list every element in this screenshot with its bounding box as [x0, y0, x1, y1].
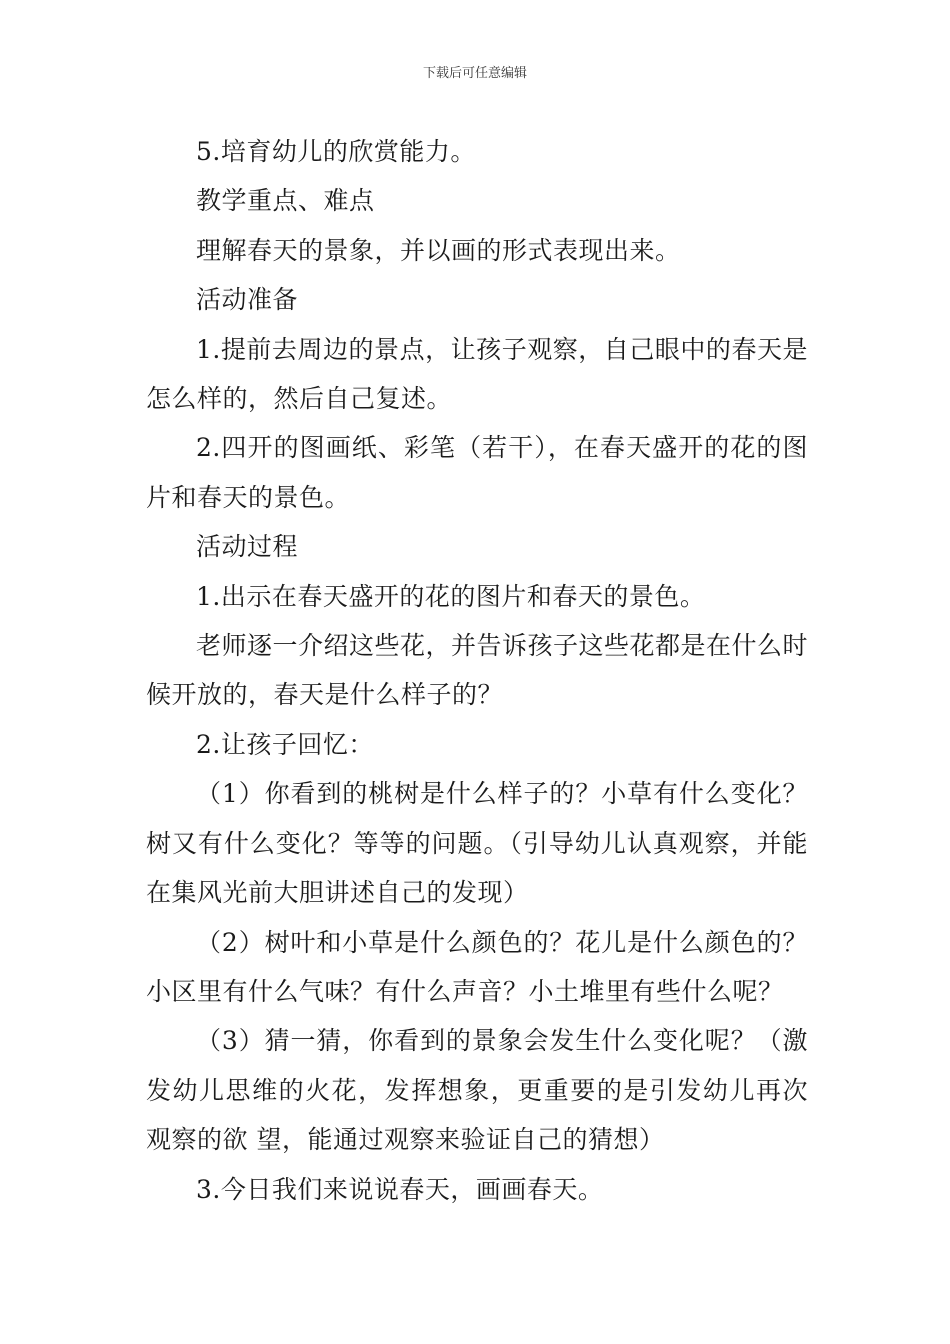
paragraph-process-1-detail: 老师逐一介绍这些花，并告诉孩子这些花都是在什么时候开放的，春天是什么样子的？: [146, 631, 809, 710]
paragraph-question-3: （3）猜一猜，你看到的景象会发生什么变化呢？（激发幼儿思维的火花，发挥想象，更重要的是引发幼儿再次观察的欲 望，能通过观察来验证自己的猜想）: [146, 1026, 808, 1155]
paragraph-question-1: （1）你看到的桃树是什么样子的？小草有什么变化？树又有什么变化？等等的问题。（引导幼儿认真观察，并能在集风光前大胆讲述自己的发现）: [146, 779, 808, 908]
section-heading-preparation: 活动准备: [196, 285, 299, 315]
page-header: 下载后可任意编辑: [422, 66, 527, 81]
section-heading-key-points: 教学重点、难点: [196, 186, 375, 216]
paragraph-preparation-1: 1.提前去周边的景点，让孩子观察，自己眼中的春天是怎么样的，然后自己复述。: [146, 334, 808, 414]
section-heading-process: 活动过程: [196, 532, 299, 562]
paragraph-process-2: 2.让孩子回忆：: [196, 729, 374, 759]
paragraph-process-1: 1.出示在春天盛开的花的图片和春天的景色。: [196, 581, 706, 611]
paragraph-question-2: （2）树叶和小草是什么颜色的？花儿是什么颜色的？小区里有什么气味？有什么声音？小土堆里有些什么呢？: [146, 927, 808, 1006]
paragraph-process-3: 3.今日我们来说说春天，画画春天。: [196, 1174, 604, 1204]
paragraph-key-points: 理解春天的景象，并以画的形式表现出来。: [196, 235, 681, 265]
document-body: [146, 127, 808, 1214]
paragraph-objective-5: 5.培育幼儿的欣赏能力。: [196, 137, 476, 166]
paragraph-preparation-2: 2.四开的图画纸、彩笔（若干），在春天盛开的花的图片和春天的景色。: [146, 433, 808, 512]
